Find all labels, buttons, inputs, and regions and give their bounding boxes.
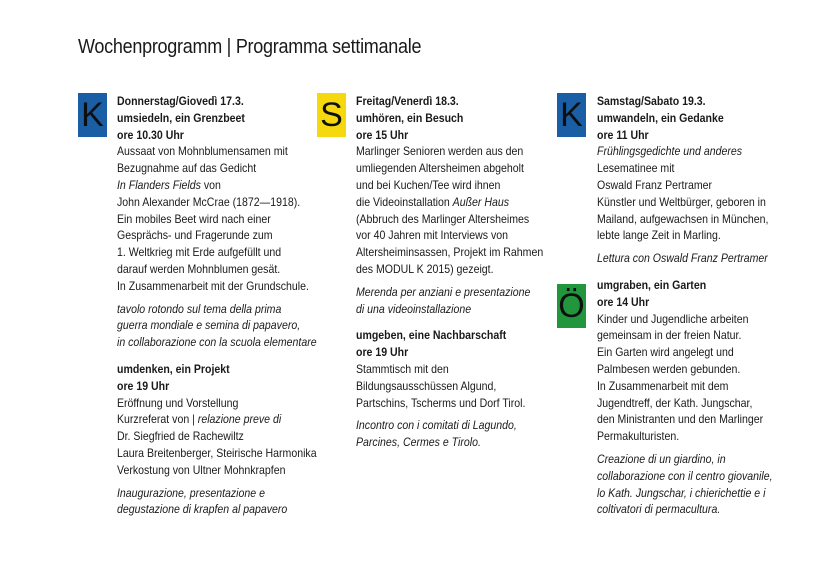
event-time: ore 15 Uhr bbox=[356, 127, 409, 142]
event-text: lebte lange Zeit in Marling. bbox=[597, 228, 721, 243]
event-text: Permakulturisten. bbox=[597, 429, 680, 444]
event-time: ore 14 Uhr bbox=[597, 294, 650, 309]
event-text: darauf werden Mohnblumen gesät. bbox=[117, 261, 281, 276]
speaker-prefix-italian: relazione preve di bbox=[197, 412, 282, 427]
event-text: Künstler und Weltbürger, geboren in bbox=[597, 194, 766, 209]
italian-text: Inaugurazione, presentazione e bbox=[117, 485, 265, 500]
event-text: den Ministranten und den Marlinger bbox=[597, 412, 764, 427]
italian-text: Parcines, Cermes e Tirolo. bbox=[356, 435, 481, 450]
event-text: umliegenden Altersheimen abgeholt bbox=[356, 161, 524, 176]
event-text: Stammtisch mit den bbox=[356, 361, 449, 376]
italian-text: degustazione di krapfen al papavero bbox=[117, 502, 288, 517]
event-text: Partschins, Tscherms und Dorf Tirol. bbox=[356, 395, 526, 410]
event-time: ore 19 Uhr bbox=[356, 345, 409, 360]
italian-text: Creazione di un giardino, in bbox=[597, 451, 726, 466]
italian-text: in collaborazione con la scuola elementare bbox=[117, 335, 317, 350]
event-text: gemeinsam in der freien Natur. bbox=[597, 328, 742, 343]
event-text: In Zusammenarbeit mit der Grundschule. bbox=[117, 278, 309, 293]
event-text: Mailand, aufgewachsen in München, bbox=[597, 211, 769, 226]
event-title: umgraben, ein Garten bbox=[597, 277, 707, 292]
page-title: Wochenprogramm | Programma settimanale bbox=[78, 36, 422, 58]
saturday-column bbox=[597, 93, 773, 518]
event-text: (Abbruch des Marlinger Altersheimes bbox=[356, 211, 530, 226]
event-text: Altersheiminsassen, Projekt im Rahmen bbox=[356, 245, 544, 260]
event-subtitle: Frühlingsgedichte und anderes bbox=[597, 144, 743, 159]
italian-text: Merenda per anziani e presentazione bbox=[356, 284, 531, 299]
italian-text: tavolo rotondo sul tema della prima bbox=[117, 301, 282, 316]
badge-o-garden: Ö bbox=[557, 284, 586, 328]
event-title: umwandeln, ein Gedanke bbox=[597, 110, 724, 125]
friday-date: Freitag/Venerdì 18.3. bbox=[356, 94, 459, 108]
badge-s-friday: S bbox=[317, 93, 346, 137]
event-text: und bei Kuchen/Tee wird ihnen bbox=[356, 177, 501, 192]
italian-text: Lettura con Oswald Franz Pertramer bbox=[597, 251, 768, 266]
event-title: umdenken, ein Projekt bbox=[117, 361, 230, 376]
event-text: Dr. Siegfried de Rachewiltz bbox=[117, 429, 244, 444]
event-text: Laura Breitenberger, Steirische Harmonika bbox=[117, 445, 317, 460]
poem-suffix: von bbox=[200, 177, 221, 192]
event-text: Marlinger Senioren werden aus den bbox=[356, 144, 524, 159]
italian-text: coltivatori di permacultura. bbox=[597, 502, 721, 517]
event-text: Eröffnung und Vorstellung bbox=[117, 395, 239, 410]
event-text: Bildungsausschüssen Algund, bbox=[356, 378, 497, 393]
italian-text: collaborazione con il centro giovanile, bbox=[597, 468, 773, 483]
event-text bbox=[117, 411, 317, 428]
event-time: ore 19 Uhr bbox=[117, 378, 170, 393]
event-title: umhören, ein Besuch bbox=[356, 110, 464, 125]
video-prefix: die Videoinstallation bbox=[356, 194, 453, 209]
event-text: Kinder und Jugendliche arbeiten bbox=[597, 311, 749, 326]
event-text: Oswald Franz Pertramer bbox=[597, 177, 713, 192]
speaker-prefix: Kurzreferat von | bbox=[117, 412, 198, 427]
event-text: Ein mobiles Beet wird nach einer bbox=[117, 211, 271, 226]
event-time: ore 10.30 Uhr bbox=[117, 127, 184, 142]
badge-k-saturday: K bbox=[557, 93, 586, 137]
italian-text: di una videoinstallazione bbox=[356, 301, 472, 316]
event-text: Palmbesen werden gebunden. bbox=[597, 361, 741, 376]
event-text: vor 40 Jahren mit Interviews von bbox=[356, 228, 509, 243]
event-title: umsiedeln, ein Grenzbeet bbox=[117, 110, 245, 125]
saturday-date: Samstag/Sabato 19.3. bbox=[597, 94, 706, 108]
event-text: Lesematinee mit bbox=[597, 161, 675, 176]
event-title: umgeben, eine Nachbarschaft bbox=[356, 328, 507, 343]
thursday-column bbox=[117, 93, 317, 518]
event-text: des MODUL K 2015) gezeigt. bbox=[356, 261, 494, 276]
event-text: 1. Weltkrieg mit Erde aufgefüllt und bbox=[117, 245, 282, 260]
italian-text: guerra mondiale e semina di papavero, bbox=[117, 318, 301, 333]
event-text: Bezugnahme auf das Gedicht bbox=[117, 161, 257, 176]
event-text bbox=[356, 194, 543, 211]
thursday-date: Donnerstag/Giovedì 17.3. bbox=[117, 94, 244, 108]
italian-text: lo Kath. Jungschar, i chierichettie e i bbox=[597, 485, 766, 500]
event-text: Aussaat von Mohnblumensamen mit bbox=[117, 144, 288, 159]
event-text: John Alexander McCrae (1872—1918). bbox=[117, 194, 301, 209]
video-title: Außer Haus bbox=[452, 194, 510, 209]
event-text: Verkostung von Ultner Mohnkrapfen bbox=[117, 462, 286, 477]
event-text bbox=[117, 177, 317, 194]
event-text: Jugendtreff, der Kath. Jungschar, bbox=[597, 395, 753, 410]
friday-column bbox=[356, 93, 543, 451]
event-text: In Zusammenarbeit mit dem bbox=[597, 378, 729, 393]
event-time: ore 11 Uhr bbox=[597, 127, 649, 142]
poem-title: In Flanders Fields bbox=[117, 177, 201, 192]
italian-text: Incontro con i comitati di Lagundo, bbox=[356, 418, 517, 433]
event-text: Ein Garten wird angelegt und bbox=[597, 345, 734, 360]
badge-k-thursday: K bbox=[78, 93, 107, 137]
event-text: Gesprächs- und Fragerunde zum bbox=[117, 228, 273, 243]
